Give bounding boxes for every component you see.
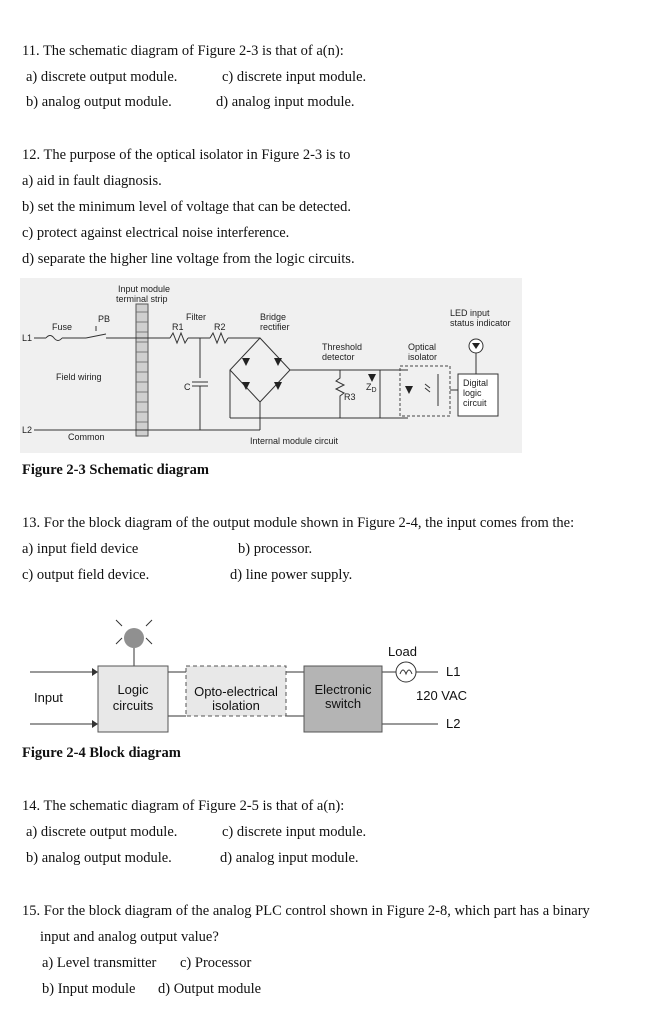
label-input-module-2: terminal strip — [116, 294, 168, 304]
label-field-wiring: Field wiring — [56, 372, 102, 382]
input-label: Input — [34, 690, 63, 705]
label-r1: R1 — [172, 322, 184, 332]
label-fuse: Fuse — [52, 322, 73, 332]
q14-option-a: a) discrete output module. — [26, 824, 178, 840]
q15-stem-line-1: 15. For the block diagram of the analog PLC control shown in Figure 2-8, which part has a binary — [22, 903, 590, 919]
q11-option-a: a) discrete output module. — [26, 69, 178, 85]
label-threshold-1: Threshold — [322, 342, 363, 352]
opto-label-1: Opto-electrical — [194, 684, 278, 699]
label-pb: PB — [98, 314, 111, 324]
label-common: Common — [68, 432, 105, 442]
q13-option-a: a) input field device — [22, 541, 139, 557]
label-input-module-1: Input module — [118, 284, 171, 294]
q15-option-b: b) Input module — [42, 981, 136, 997]
label-digital-2: logic — [463, 388, 482, 398]
label-l1: L1 — [22, 333, 33, 343]
vac-label: 120 VAC — [416, 688, 468, 703]
q13-option-d: d) line power supply. — [230, 567, 353, 583]
q13-stem: 13. For the block diagram of the output module shown in Figure 2-4, the input comes from the: — [22, 515, 575, 531]
opto-label-2: isolation — [212, 698, 260, 713]
label-bridge-2: rectifier — [260, 322, 290, 332]
label-internal-circuit: Internal module circuit — [250, 436, 339, 446]
label-optical-1: Optical — [408, 342, 437, 352]
logic-label-2: circuits — [112, 698, 154, 713]
q15-option-c: c) Processor — [180, 955, 252, 971]
label-led-1: LED input — [450, 308, 490, 318]
schematic-diagram — [20, 278, 522, 453]
label-zd: $Z_D$ — [366, 382, 377, 394]
q14-option-c: c) discrete input module. — [222, 824, 367, 840]
terminal-strip — [136, 304, 148, 436]
label-r2: R2 — [214, 322, 226, 332]
q11-stem: 11. The schematic diagram of Figure 2-3 is that of a(n): — [22, 43, 344, 59]
label-optical-2: isolator — [408, 352, 438, 362]
q11-option-d: d) analog input module. — [216, 94, 355, 110]
q12-option-b: b) set the minimum level of voltage that can be detected. — [22, 199, 351, 215]
l1-label: L1 — [446, 664, 461, 679]
q12-stem: 12. The purpose of the optical isolator in Figure 2-3 is to — [22, 147, 351, 163]
q12-option-a: a) aid in fault diagnosis. — [22, 173, 162, 189]
logic-label-1: Logic — [117, 682, 149, 697]
q12-option-c: c) protect against electrical noise interference. — [22, 225, 290, 241]
label-l2: L2 — [22, 425, 33, 435]
label-led-2: status indicator — [450, 318, 511, 328]
q14-stem: 14. The schematic diagram of Figure 2-5 is that of a(n): — [22, 798, 345, 814]
label-bridge-1: Bridge — [260, 312, 287, 322]
q13-option-c: c) output field device. — [22, 567, 150, 583]
q14-option-d: d) analog input module. — [220, 850, 359, 866]
q11-option-c: c) discrete input module. — [222, 69, 367, 85]
label-threshold-2: detector — [322, 352, 355, 362]
label-digital-1: Digital — [463, 378, 489, 388]
status-lamp — [124, 628, 144, 648]
switch-label-1: Electronic — [314, 682, 372, 697]
block-diagram — [20, 616, 490, 742]
figure-2-3-caption: Figure 2-3 Schematic diagram — [22, 462, 209, 478]
q14-option-b: b) analog output module. — [26, 850, 172, 866]
load-label: Load — [388, 644, 417, 659]
load-symbol — [396, 662, 416, 682]
q11-option-b: b) analog output module. — [26, 94, 172, 110]
l2-label: L2 — [446, 716, 461, 731]
label-digital-3: circuit — [463, 398, 487, 408]
label-filter: Filter — [186, 312, 206, 322]
label-r3: R3 — [344, 392, 356, 402]
q12-option-d: d) separate the higher line voltage from the logic circuits. — [22, 251, 355, 267]
q15-stem-line-2: input and analog output value? — [40, 929, 219, 945]
q15-option-a: a) Level transmitter — [42, 955, 157, 971]
label-c: C — [184, 382, 191, 392]
figure-2-4-caption: Figure 2-4 Block diagram — [22, 745, 181, 761]
q15-option-d: d) Output module — [158, 981, 262, 997]
q13-option-b: b) processor. — [238, 541, 313, 557]
switch-label-2: switch — [324, 696, 362, 711]
